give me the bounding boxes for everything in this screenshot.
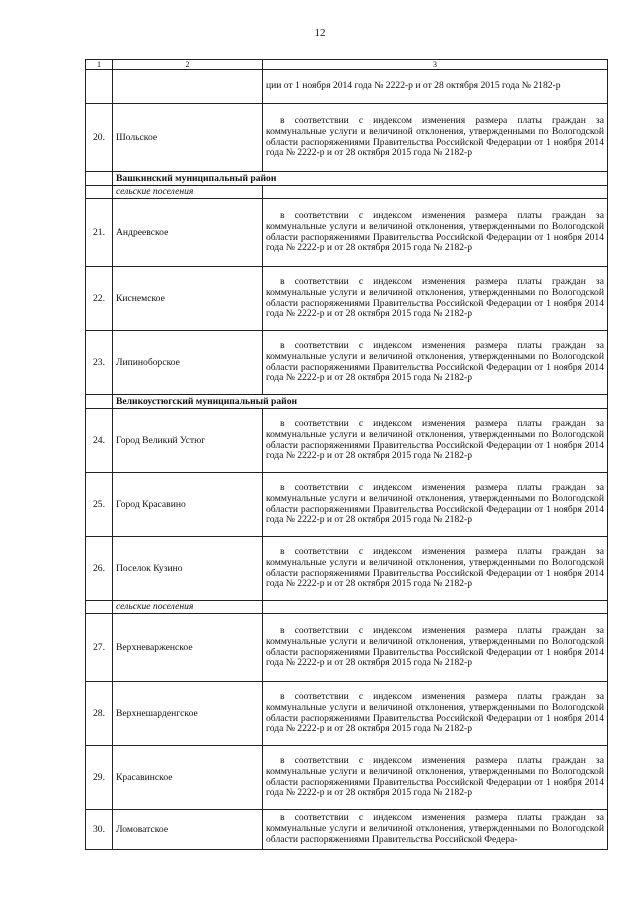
empty-cell: [263, 601, 608, 614]
district-header-row: [86, 395, 608, 409]
table-row: [86, 537, 608, 601]
row-description: [263, 331, 608, 395]
district-name: Великоустюгский муниципальный район: [113, 395, 608, 409]
row-number: 22.: [86, 267, 113, 331]
column-header: 3: [263, 60, 608, 70]
empty-cell: [86, 601, 113, 614]
row-number: 28.: [86, 682, 113, 746]
row-description: [263, 682, 608, 746]
description-text: в соответствии с индексом изменения размера платы граждан за коммунальные услуги и величиной отклонения, утвержденными по Вологодской области распоряжениями Правительства Российской Федерации от 1 ноября 2014 года № 2222-р и от 28 октября 2015 года № 2182-р: [266, 690, 604, 735]
row-number: 20.: [86, 104, 113, 172]
table-row: [86, 70, 608, 104]
row-description: [263, 104, 608, 172]
table-row: [86, 267, 608, 331]
row-number: 24.: [86, 409, 113, 473]
row-number: 27.: [86, 614, 113, 682]
empty-cell: [263, 186, 608, 199]
row-description: [263, 746, 608, 810]
table-row: [86, 409, 608, 473]
column-header: 1: [86, 60, 113, 70]
settlement-name: Город Красавино: [113, 473, 263, 537]
tariff-table: [85, 59, 608, 850]
row-description: [263, 409, 608, 473]
subheader-label: сельские поселения: [113, 186, 263, 199]
description-text: в соответствии с индексом изменения размера платы граждан за коммунальные услуги и величиной отклонения, утвержденными по Вологодской области распоряжениями Правительства Российской Федерации от 1 ноября 2014 года № 2222-р и от 28 октября 2015 года № 2182-р: [266, 754, 604, 799]
description-text: в соответствии с индексом изменения размера платы граждан за коммунальные услуги и величиной отклонения, утвержденными по Вологодской области распоряжениями Правительства Российской Федерации от 1 ноября 2014 года № 2222-р и от 28 октября 2015 года № 2182-р: [266, 545, 604, 590]
table-row: [86, 473, 608, 537]
settlement-name: Шольское: [113, 104, 263, 172]
row-number: 25.: [86, 473, 113, 537]
table-row: [86, 199, 608, 267]
empty-cell: [86, 395, 113, 409]
settlement-name: Андреевское: [113, 199, 263, 267]
table-row: [86, 104, 608, 172]
subheader-label: сельские поселения: [113, 601, 263, 614]
row-description: [263, 537, 608, 601]
row-description: [263, 473, 608, 537]
description-text: в соответствии с индексом изменения размера платы граждан за коммунальные услуги и величиной отклонения, утвержденными по Вологодской области распоряжениями Правительства Российской Федерации от 1 ноября 2014 года № 2222-р и от 28 октября 2015 года № 2182-р: [266, 624, 604, 669]
district-name: Вашкинский муниципальный район: [113, 172, 608, 186]
settlement-name: Верхневарженское: [113, 614, 263, 682]
description-text: в соответствии с индексом изменения размера платы граждан за коммунальные услуги и величиной отклонения, утвержденными по Вологодской области распоряжениями Правительства Российской Федерации от 1 ноября 2014 года № 2222-р и от 28 октября 2015 года № 2182-р: [266, 209, 604, 254]
page-number: 12: [314, 27, 326, 39]
settlement-name: Ломоватское: [113, 810, 263, 850]
description-text: ции от 1 ноября 2014 года № 2222-р и от 28 октября 2015 года № 2182-р: [266, 80, 561, 92]
table-row: [86, 614, 608, 682]
description-text: в соответствии с индексом изменения размера платы граждан за коммунальные услуги и величиной отклонения, утвержденными по Вологодской области распоряжениями Правительства Российской Федерации от 1 ноября 2014 года № 2222-р и от 28 октября 2015 года № 2182-р: [266, 275, 604, 320]
row-number: [86, 70, 113, 104]
row-number: 21.: [86, 199, 113, 267]
settlement-name: Город Великий Устюг: [113, 409, 263, 473]
row-number: 23.: [86, 331, 113, 395]
empty-cell: [86, 186, 113, 199]
settlement-name: Липиноборское: [113, 331, 263, 395]
empty-cell: [86, 172, 113, 186]
description-text: в соответствии с индексом изменения размера платы граждан за коммунальные услуги и величиной отклонения, утвержденными по Вологодской области распоряжениями Правительства Российской Федерации от 1 ноября 2014 года № 2222-р и от 28 октября 2015 года № 2182-р: [266, 417, 604, 462]
description-text: в соответствии с индексом изменения размера платы граждан за коммунальные услуги и величиной отклонения, утвержденными по Вологодской области распоряжениями Правительства Российской Федерации от 1 ноября 2014 года № 2222-р и от 28 октября 2015 года № 2182-р: [266, 114, 604, 159]
settlement-name: Красавинское: [113, 746, 263, 810]
table-row: [86, 746, 608, 810]
subheader-row: [86, 186, 608, 199]
settlement-name: Верхнешарденгское: [113, 682, 263, 746]
district-header-row: [86, 172, 608, 186]
description-text: в соответствии с индексом изменения размера платы граждан за коммунальные услуги и величиной отклонения, утвержденными по Вологодской области распоряжениями Правительства Российской Федера-: [266, 812, 604, 845]
row-description: [263, 199, 608, 267]
column-header: 2: [113, 60, 263, 70]
row-number: 30.: [86, 810, 113, 850]
row-description: [263, 70, 608, 104]
table-row: [86, 682, 608, 746]
row-description: [263, 614, 608, 682]
description-text: в соответствии с индексом изменения размера платы граждан за коммунальные услуги и величиной отклонения, утвержденными по Вологодской области распоряжениями Правительства Российской Федерации от 1 ноября 2014 года № 2222-р и от 28 октября 2015 года № 2182-р: [266, 339, 604, 384]
table-row: [86, 331, 608, 395]
row-number: 26.: [86, 537, 113, 601]
row-description: [263, 810, 608, 850]
column-header-row: [86, 60, 608, 70]
row-number: 29.: [86, 746, 113, 810]
settlement-name: Поселок Кузино: [113, 537, 263, 601]
table-row: [86, 810, 608, 850]
description-text: в соответствии с индексом изменения размера платы граждан за коммунальные услуги и величиной отклонения, утвержденными по Вологодской области распоряжениями Правительства Российской Федерации от 1 ноября 2014 года № 2222-р и от 28 октября 2015 года № 2182-р: [266, 481, 604, 526]
settlement-name: [113, 70, 263, 104]
settlement-name: Киснемское: [113, 267, 263, 331]
row-description: [263, 267, 608, 331]
subheader-row: [86, 601, 608, 614]
